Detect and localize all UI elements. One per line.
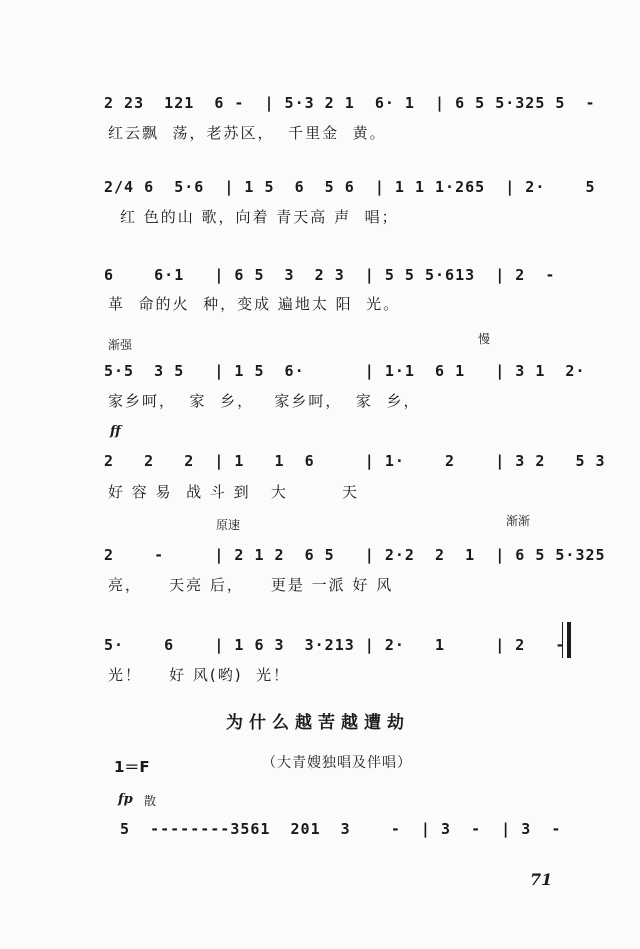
system-1-lyrics: 红云飘 荡，老苏区， 千里金 黄。 xyxy=(108,124,387,142)
system-5-lyrics: 好 容 易 战 斗 到 大 天 xyxy=(108,483,360,501)
song-subtitle: （大青嫂独唱及伴唱） xyxy=(262,755,412,771)
fp-marking: fp xyxy=(118,792,133,807)
page-number: 71 xyxy=(530,870,553,889)
system-1-notes: 2 23 121 6 - | 5·3 2 1 6· 1 | 6 5 5·325 5 - xyxy=(104,94,596,112)
system-6-lyrics: 亮， 天亮 后， 更是 一派 好 风 xyxy=(108,576,394,594)
final-barline-thin xyxy=(562,622,563,658)
system-7-lyrics: 光！ 好 风(哟) 光！ xyxy=(108,666,291,684)
key-signature: 1＝F xyxy=(114,758,150,776)
fortissimo-marking: ff xyxy=(110,424,121,439)
song-title: 为什么越苦越遭劫 xyxy=(226,713,410,733)
system-6-notes: 2 - | 2 1 2 6 5 | 2·2 2 1 | 6 5 5·325 xyxy=(104,546,606,564)
system-2-lyrics: 红 色的山 歌，向着 青天高 声 唱； xyxy=(120,208,399,226)
crescendo-marking: 渐强 xyxy=(108,338,133,352)
opening-notes: 5 --------3561 201 3 - | 3 - | 3 - xyxy=(120,820,562,838)
free-tempo-marking: 散 xyxy=(144,794,157,808)
gradually-marking: 渐渐 xyxy=(506,514,531,528)
system-7-notes: 5· 6 | 1 6 3 3·213 | 2· 1 | 2 - xyxy=(104,636,566,654)
system-3-notes: 6 6·1 | 6 5 3 2 3 | 5 5 5·613 | 2 - xyxy=(104,266,556,284)
slow-marking: 慢 xyxy=(478,332,491,346)
system-5-notes: 2 2 2 | 1 1 6 | 1· 2 | 3 2 5 3 xyxy=(104,452,606,470)
system-3-lyrics: 革 命的火 种，变成 遍地太 阳 光。 xyxy=(108,295,401,313)
original-tempo-marking: 原速 xyxy=(216,518,241,532)
system-4-lyrics: 家乡呵， 家 乡， 家乡呵， 家 乡， xyxy=(108,392,421,410)
system-4-notes: 5·5 3 5 | 1 5 6· | 1·1 6 1 | 3 1 2· xyxy=(104,362,586,380)
system-2-notes: 2/4 6 5·6 | 1 5 6 5 6 | 1 1 1·265 | 2· 5 xyxy=(104,178,596,196)
final-barline-thick xyxy=(567,622,571,658)
